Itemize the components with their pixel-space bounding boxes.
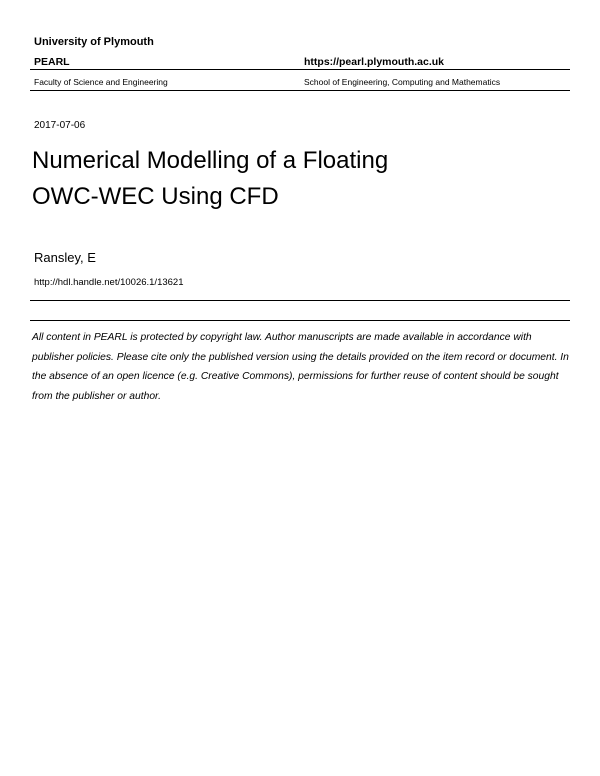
- document-title: [32, 143, 552, 215]
- faculty-name: Faculty of Science and Engineering: [34, 77, 168, 87]
- institution-name: University of Plymouth: [34, 36, 154, 48]
- title-line-1: Numerical Modelling of a Floating: [32, 147, 389, 174]
- header-divider-thin: [30, 90, 570, 91]
- school-name: School of Engineering, Computing and Mathematics: [304, 77, 501, 87]
- author-name: Ransley, E: [34, 250, 96, 265]
- copyright-notice: All content in PEARL is protected by copyright law. Author manuscripts are made available in accordance with publisher policies. Please cite only the published version using the details provided on the item record or document. In the absence of an open licence (e.g. Creative Commons), permissions for further reuse of content should be sought from the publisher or author.: [32, 332, 569, 402]
- repository-name: PEARL: [34, 56, 70, 68]
- handle-link[interactable]: http://hdl.handle.net/10026.1/13621: [34, 277, 184, 288]
- notice-divider-bottom: [30, 320, 570, 321]
- repository-url[interactable]: https://pearl.plymouth.ac.uk: [304, 56, 445, 68]
- header-divider-thick: [30, 69, 570, 70]
- notice-divider-top: [30, 300, 570, 301]
- title-line-2: OWC-WEC Using CFD: [32, 183, 279, 210]
- record-date: 2017-07-06: [34, 120, 86, 131]
